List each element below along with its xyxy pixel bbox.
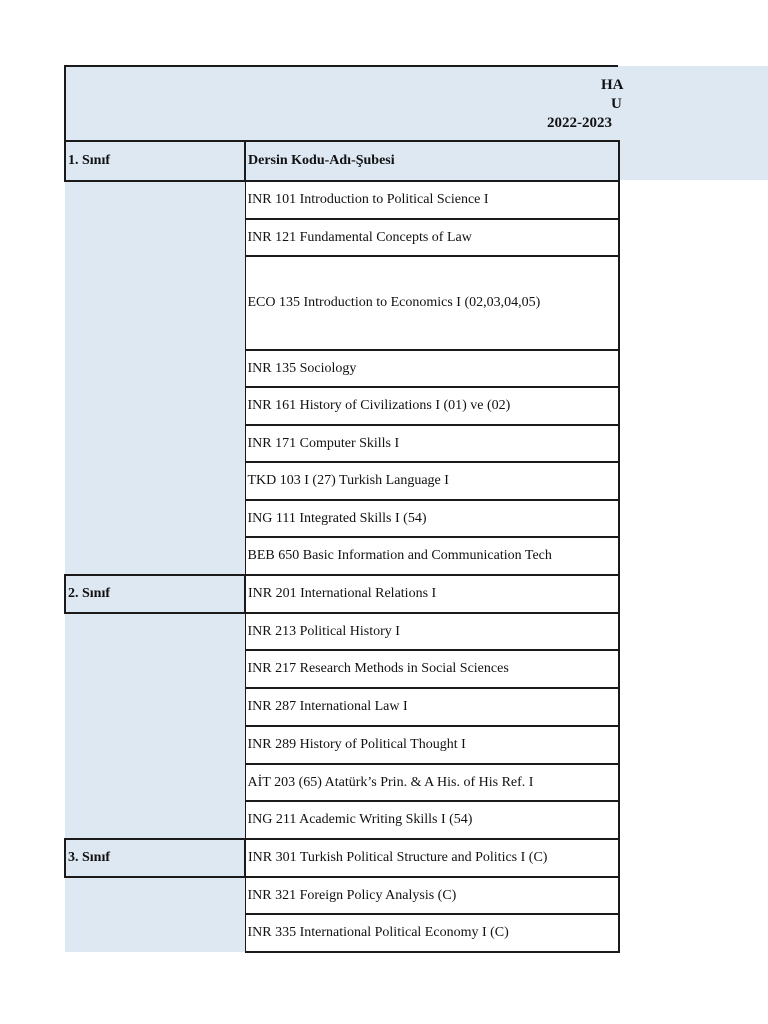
course-cell: INR 101 Introduction to Political Science I [245,181,619,219]
course-column-header: Dersin Kodu-Adı-Şubesi [245,141,619,181]
course-cell: INR 135 Sociology [245,350,619,387]
grade-label-3: 3. Sınıf [65,839,245,877]
course-cell: INR 161 History of Civilizations I (01) ve (02) [245,387,619,425]
course-cell: INR 335 International Political Economy I (C) [245,914,619,952]
grade-2-group [65,613,245,839]
grade-label-2: 2. Sınıf [65,575,245,613]
grade-1-group [65,181,245,575]
header-banner-extension [618,66,768,180]
table-row [65,877,619,914]
grade-3-group [65,877,245,952]
course-cell: BEB 650 Basic Information and Communication Tech [245,537,619,575]
course-cell: INR 213 Political History I [245,613,619,650]
course-cell: INR 287 International Law I [245,688,619,726]
course-cell: INR 171 Computer Skills I [245,425,619,462]
table-header-row [65,141,619,181]
course-cell: ING 211 Academic Writing Skills I (54) [245,801,619,839]
table-row [65,839,619,877]
title-line-1: HA [601,77,624,93]
course-cell: INR 217 Research Methods in Social Sciences [245,650,619,688]
table-row [65,575,619,613]
table-row [65,181,619,219]
course-schedule-table [64,140,620,953]
course-cell: ECO 135 Introduction to Economics I (02,03,04,05) [245,256,619,350]
course-cell: INR 289 History of Political Thought I [245,726,619,764]
course-cell: INR 301 Turkish Political Structure and Politics I (C) [245,839,619,877]
title-line-2: U [611,96,622,112]
title-line-3: 2022-2023 [547,115,612,131]
course-cell: AİT 203 (65) Atatürk’s Prin. & A His. of His Ref. I [245,764,619,801]
table-row [65,613,619,650]
course-cell: TKD 103 I (27) Turkish Language I [245,462,619,500]
document-title [64,65,624,140]
course-cell: INR 201 International Relations I [245,575,619,613]
course-cell: INR 121 Fundamental Concepts of Law [245,219,619,256]
grade-column-header: 1. Sınıf [65,141,245,181]
course-cell: INR 321 Foreign Policy Analysis (C) [245,877,619,914]
course-cell: ING 111 Integrated Skills I (54) [245,500,619,537]
